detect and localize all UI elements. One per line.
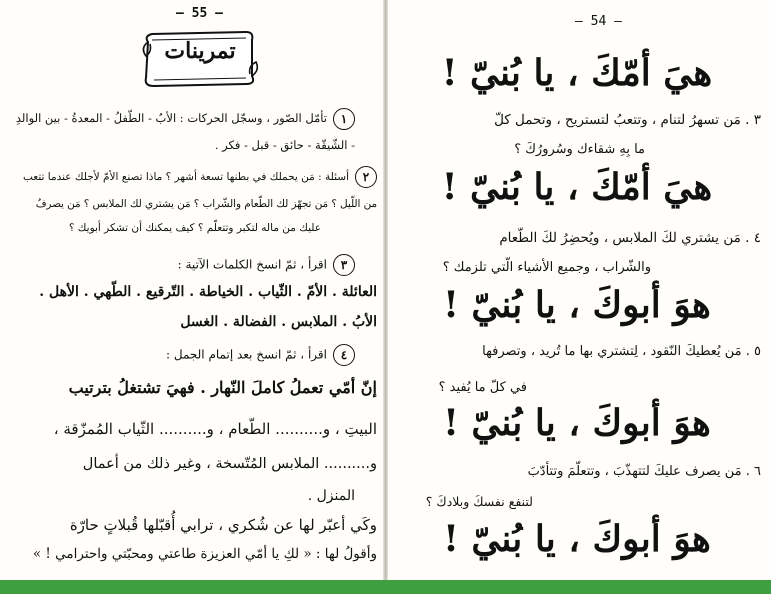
exercise-3-heading: ٣اقرأ ، ثمّ انسخ الكلمات الآتية :	[178, 254, 355, 276]
question-3-line-2: ما بِهِ شقاءك وسُرورُكَ ؟	[514, 142, 645, 157]
exercise-4-line-5: وكَي أعبّر لها عن شُكري ، ترابي أُقبّلها قُبلاتٍ حارّة	[69, 516, 377, 534]
question-6-line-1: ٦ . مَن يصرف عليكَ لتتهذّبَ ، وتتعلّمَ وتتأدّبَ	[527, 464, 761, 479]
left-page	[0, 0, 385, 580]
refrain-mother-2: هيَ أمّكَ ، يا بُنيّ !	[441, 166, 713, 208]
exercise-3-words-line-1: العائلة . الأمّ . الثّياب . الخياطة . التّرقيع . الطّهي . الأهل .	[39, 284, 377, 300]
exercise-number-2: ٢	[355, 166, 377, 188]
right-page	[387, 0, 771, 580]
refrain-mother-1: هيَ أمّكَ ، يا بُنيّ !	[441, 52, 713, 94]
question-6-line-2: لتنفع نفسكَ وبلادكَ ؟	[425, 494, 533, 509]
page-number-55: — 55 —	[176, 6, 223, 21]
exercise-number-3: ٣	[333, 254, 355, 276]
exercise-1-line-1: ١تأمّل الصّور ، وسجّل الحركات : الأبُ - الطّفلُ - المعدةُ - بين الوالدِ	[16, 108, 355, 130]
exercise-4-line-3: و.......... الملابس المُتّسخة ، وغير ذلك من أعمال	[82, 456, 377, 472]
exercise-4-line-2: البيتِ ، و.......... الطّعام ، و.......... الثّياب المُمزّقة ،	[53, 420, 377, 438]
refrain-father-2: هوَ أبوكَ ، يا بُنيّ !	[443, 402, 711, 444]
exercise-2-line-2: من اللّيل ؟ مَن تجهّز لك الطّعام والشّراب ؟ مَن يشتري لك الملابس ؟ مَن يصرفُ	[35, 198, 377, 210]
question-5-line-1: ٥ . مَن يُعطيكَ النّقود ، لِتشتري بها ما تُريد ، وتصرفها	[482, 344, 761, 359]
exercise-4-line-6: وأقولُ لها : « لكِ يا أمّي العزيزة طاعتي ومحبّتي واحترامي ! »	[32, 546, 377, 562]
exercise-number-1: ١	[333, 108, 355, 130]
question-4-line-2: والشّراب ، وجميع الأشياء الّتي تلزمك ؟	[442, 260, 651, 275]
exercise-1-line-2: - الشّيقّة - حائق - قبل - فكر .	[214, 138, 355, 152]
background-strip	[0, 580, 771, 594]
exercise-4-heading: ٤اقرأ ، ثمّ انسخ بعد إتمام الجمل :	[166, 344, 355, 366]
refrain-father-1: هوَ أبوكَ ، يا بُنيّ !	[443, 284, 711, 326]
exercise-number-4: ٤	[333, 344, 355, 366]
question-3-line-1: ٣ . مَن تسهرُ لتنام ، وتتعبُ لتستريح ، وتحمل كلّ	[494, 112, 761, 128]
exercise-2-line-3: عليك من ماله لتكبر وتتعلّم ؟ كيف يمكنك أن تشكر أبويك ؟	[68, 222, 321, 234]
exercise-4-line-1: إنّ أمّي تعملُ كاملَ النّهار . فهيَ تشتغلُ بترتيب	[68, 378, 377, 397]
refrain-father-3: هوَ أبوكَ ، يا بُنيّ !	[443, 518, 711, 560]
question-4-line-1: ٤ . مَن يشتري لكَ الملابس ، ويُحضِرُ لكَ الطّعام	[499, 230, 761, 246]
exercise-3-words-line-2: الأبُ . الملابس . الفضالة . الغسل	[180, 314, 377, 330]
exercise-4-line-4: المنزل .	[307, 488, 355, 504]
page-number-54: — 54 —	[575, 14, 622, 29]
exercises-title: تمرينات	[164, 38, 236, 64]
question-5-line-2: في كلّ ما يُفيد ؟	[438, 380, 527, 395]
exercise-2-line-1: ٢أسئلة : مَن يحملك في بطنها تسعة أشهر ؟ ماذا تصنع الأمّ لأجلك عندما تتعب	[23, 166, 377, 188]
